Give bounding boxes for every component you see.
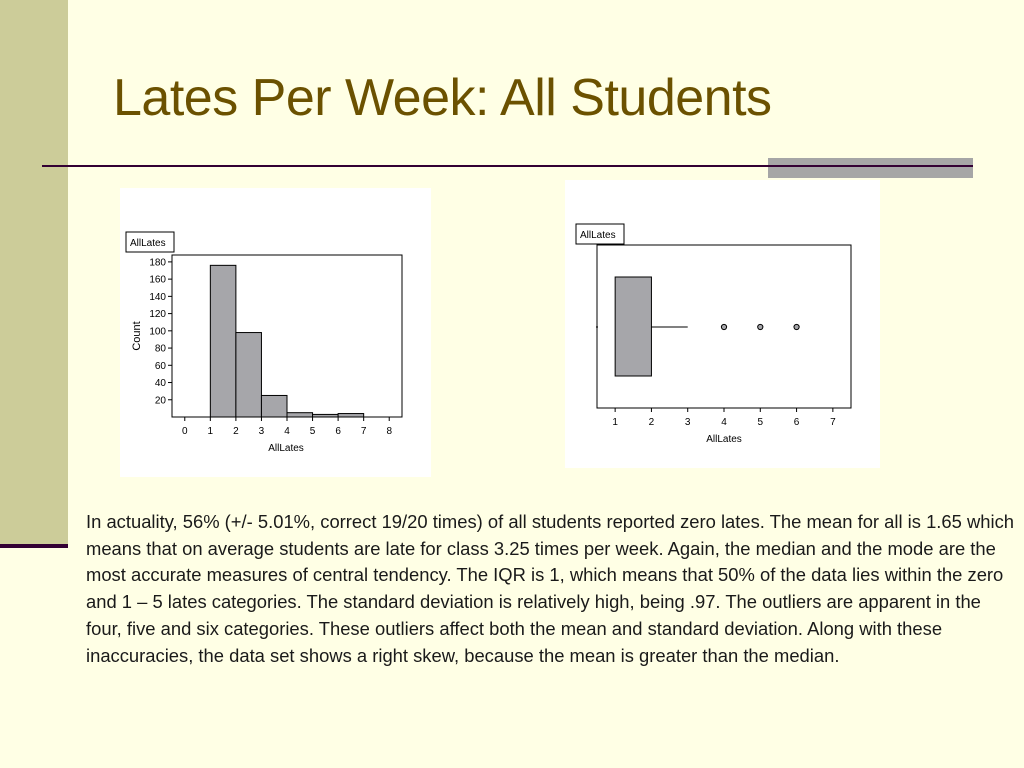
slide-title: Lates Per Week: All Students	[113, 69, 772, 127]
histogram-x-tick-label: 5	[309, 426, 316, 437]
histogram-x-tick-label: 8	[386, 426, 393, 437]
histogram-x-tick-label: 2	[233, 426, 239, 437]
histogram-x-tick-label: 0	[181, 426, 188, 437]
histogram-y-tick-label: 120	[149, 309, 166, 321]
histogram-bar	[236, 333, 262, 417]
histogram-y-tick-label: 60	[154, 360, 166, 372]
histogram-y-tick-label: 20	[154, 395, 166, 407]
histogram-y-tick-label: 160	[149, 274, 166, 286]
boxplot-x-tick-label: 2	[648, 417, 655, 428]
histogram-plot-frame	[172, 255, 402, 417]
boxplot-x-tick-label: 5	[757, 417, 764, 428]
boxplot-outlier-point	[758, 324, 763, 329]
title-accent-bar	[768, 158, 973, 178]
boxplot-box	[615, 277, 651, 376]
histogram-bar	[287, 413, 313, 417]
slide-body-text: In actuality, 56% (+/- 5.01%, correct 19/20 times) of all students reported zero lates. The mean for all is 1.65 which means that on average students are late for class 3.25 times per week. Again, the median and the mode are the most accurate measures of central tendency. The IQR is 1, which means that 50% of the data lies within the zero and 1 – 5 lates categories. The standard deviation is relatively high, being .97. The outliers are apparent in the four, five and six categories. These outliers affect both the mean and standard deviation. Along with these inaccuracies, the data set shows a right skew, because the mean is greater than the median.	[86, 511, 1014, 666]
boxplot-x-tick-label: 6	[793, 417, 800, 428]
boxplot-title: AllLates	[580, 230, 616, 241]
histogram-bar	[210, 265, 236, 417]
boxplot-outlier-point	[794, 324, 799, 329]
histogram-y-tick-label: 100	[149, 326, 166, 338]
histogram-title: AllLates	[130, 238, 166, 249]
histogram-y-tick-label: 140	[149, 291, 166, 303]
histogram-bar	[261, 395, 287, 417]
histogram-x-tick-label: 6	[335, 426, 341, 437]
histogram-x-label: AllLates	[268, 443, 304, 454]
histogram-x-tick-label: 3	[258, 426, 265, 437]
histogram-x-tick-label: 1	[207, 426, 214, 437]
histogram-x-tick-label: 7	[360, 426, 367, 437]
histogram-y-label: Count	[131, 321, 143, 351]
histogram-y-tick-label: 80	[154, 343, 166, 355]
histogram-x-tick-label: 4	[284, 426, 290, 437]
boxplot-x-label: AllLates	[706, 434, 742, 445]
histogram-y-tick-label: 180	[149, 257, 166, 269]
histogram-y-tick-label: 40	[154, 378, 166, 390]
histogram-bar	[313, 414, 339, 417]
boxplot-x-tick-label: 7	[830, 417, 836, 428]
left-decor-band	[0, 0, 68, 546]
left-decor-line	[0, 544, 68, 548]
histogram-chart	[120, 188, 431, 477]
boxplot-x-tick-label: 3	[684, 417, 691, 428]
boxplot-x-tick-label: 4	[721, 417, 727, 428]
histogram-panel	[120, 188, 431, 477]
boxplot-panel	[565, 180, 880, 468]
boxplot-chart	[565, 180, 880, 468]
boxplot-outlier-point	[721, 324, 726, 329]
histogram-bar	[338, 414, 364, 417]
boxplot-x-tick-label: 1	[612, 417, 618, 428]
